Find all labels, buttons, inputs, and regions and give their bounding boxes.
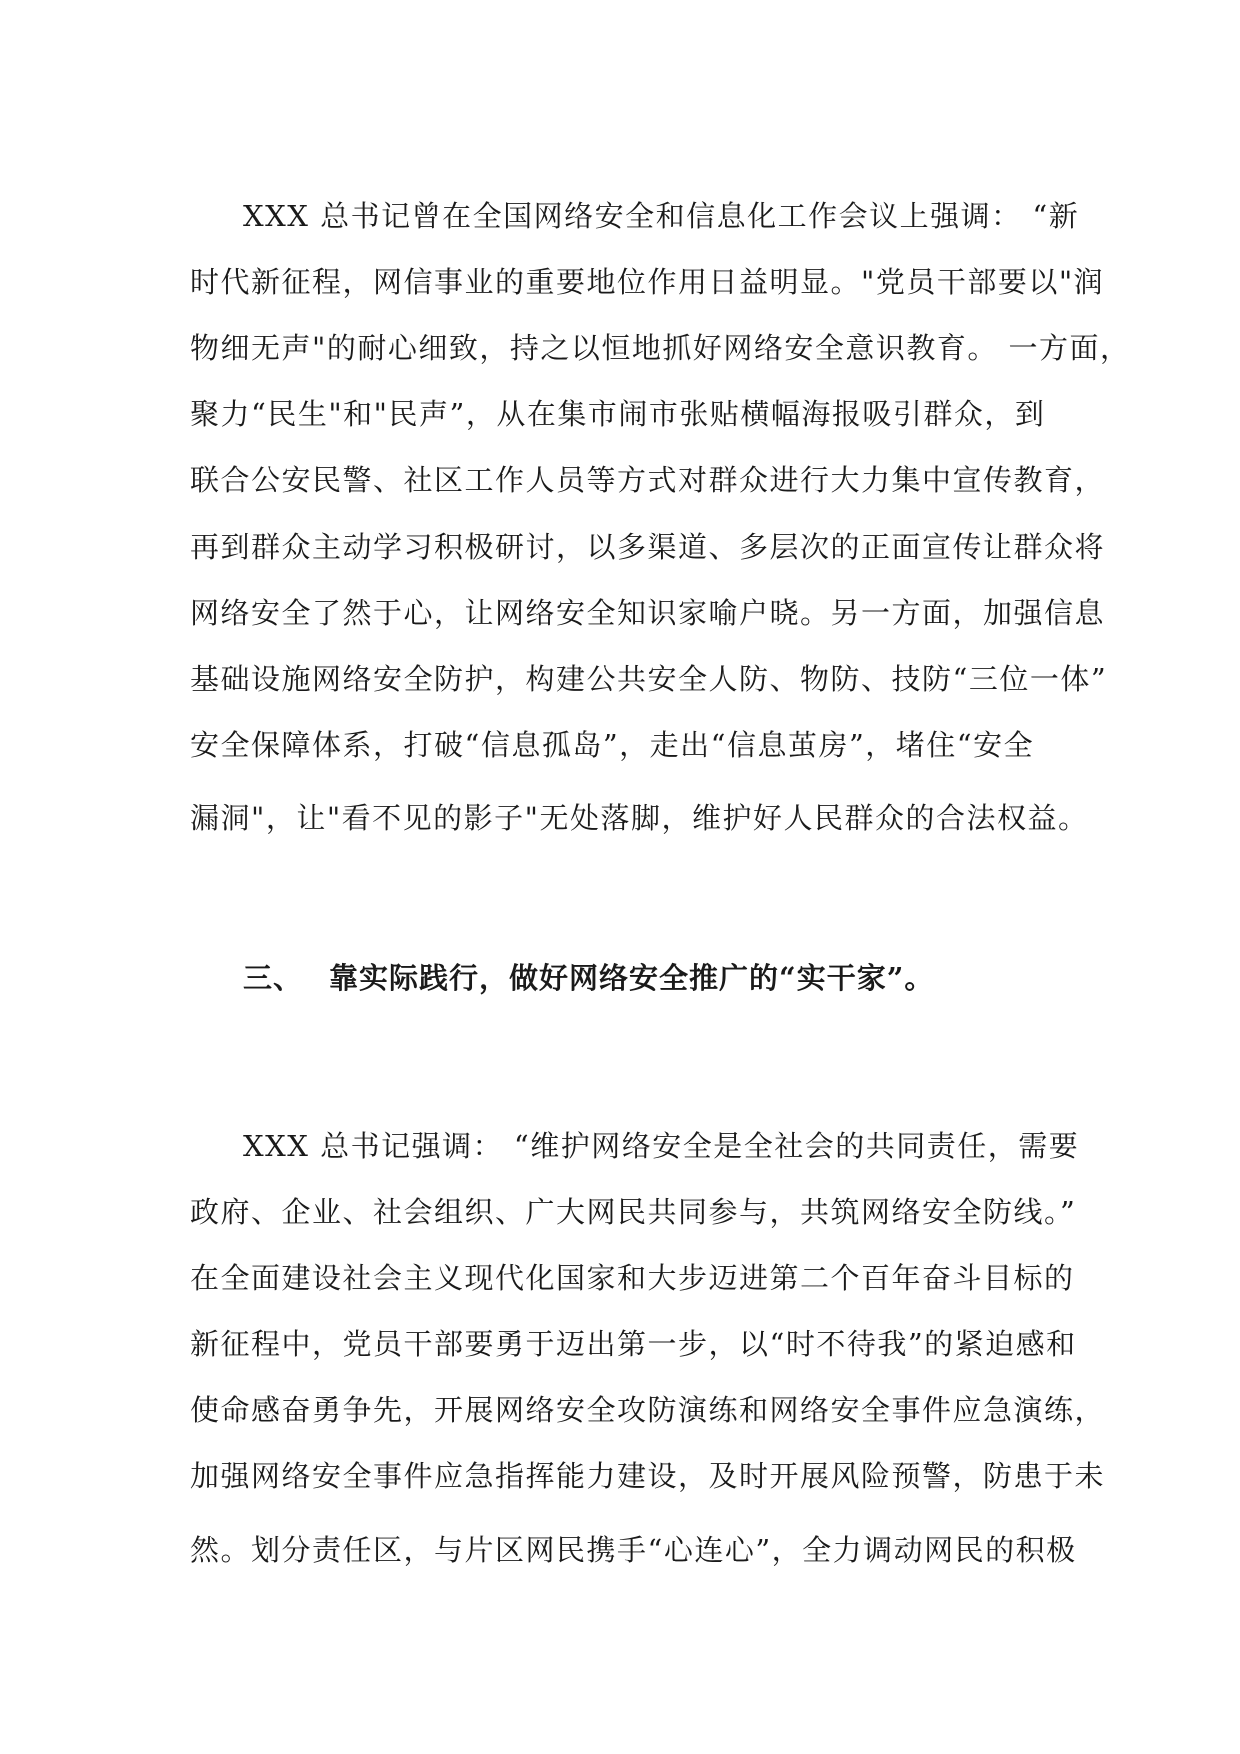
paragraph-1-line: 网络安全了然于心，让网络安全知识家喻户晓。另一方面，加强信息 [190,596,1106,630]
paragraph-2-line: 加强网络安全事件应急指挥能力建设，及时开展风险预警，防患于未 [190,1459,1106,1493]
paragraph-2-line: 在全面建设社会主义现代化国家和大步迈进第二个百年奋斗目标的 [190,1261,1075,1295]
paragraph-1-line: 漏洞"，让"看不见的影子"无处落脚，维护好人民群众的合法权益。 [190,801,1089,835]
section-heading [243,958,934,998]
paragraph-2-line: 然。划分责任区，与片区网民携手“心连心”，全力调动网民的积极 [190,1533,1077,1567]
section-heading-text: 靠实际践行，做好网络安全推广的“实干家”。 [329,961,935,995]
paragraph-1-line: 联合公安民警、社区工作人员等方式对群众进行大力集中宣传教育， [190,463,1106,497]
paragraph-1-line: 基础设施网络安全防护，构建公共安全人防、物防、技防“三位一体” [190,662,1108,696]
paragraph-2-line: 新征程中，党员干部要勇于迈出第一步，以“时不待我”的紧迫感和 [190,1327,1077,1361]
paragraph-1-line: 聚力“民生"和"民声”，从在集市闹市张贴横幅海报吸引群众，到 [190,397,1046,431]
paragraph-1-line: 安全保障体系，打破“信息孤岛”，走出“信息茧房”，堵住“安全 [190,728,1035,762]
paragraph-1-line: 物细无声"的耐心细致，持之以恒地抓好网络安全意识教育。 一方面， [190,331,1131,365]
section-heading-number: 三、 [243,961,304,995]
paragraph-1-line: XXX 总书记曾在全国网络安全和信息化工作会议上强调： “新 [243,199,1080,233]
paragraph-2-line: XXX 总书记强调： “维护网络安全是全社会的共同责任，需要 [243,1129,1080,1163]
paragraph-1-line: 再到群众主动学习积极研讨，以多渠道、多层次的正面宣传让群众将 [190,530,1106,564]
paragraph-2-line: 使命感奋勇争先，开展网络安全攻防演练和网络安全事件应急演练， [190,1393,1106,1427]
paragraph-1-line: 时代新征程，网信事业的重要地位作用日益明显。"党员干部要以"润 [190,265,1105,299]
paragraph-2-line: 政府、企业、社会组织、广大网民共同参与，共筑网络安全防线。” [190,1195,1077,1229]
